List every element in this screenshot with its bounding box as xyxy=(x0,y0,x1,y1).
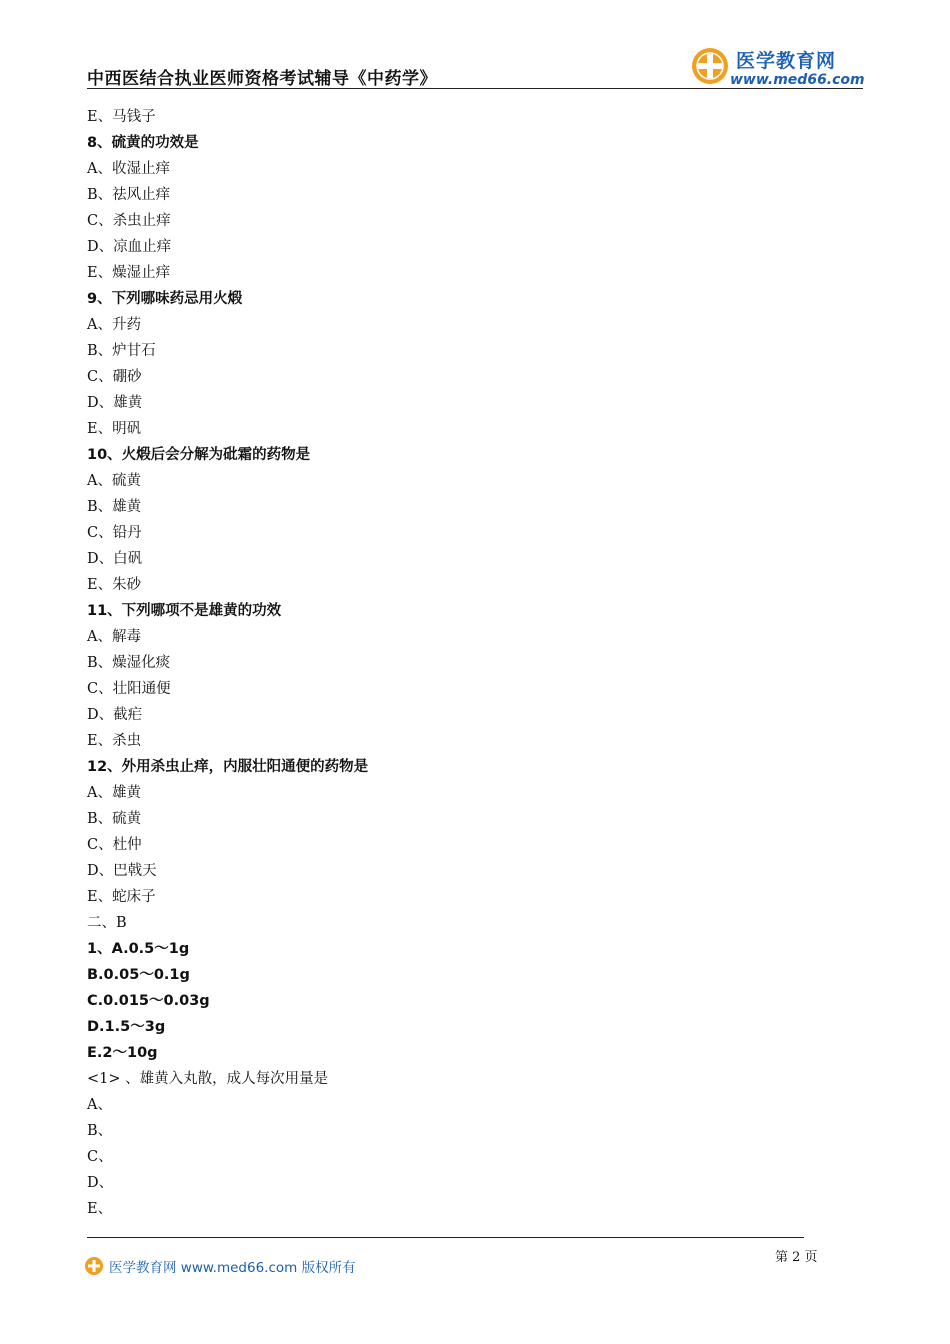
option-line: E、明矾 xyxy=(87,421,142,437)
question-line: D.1.5～3g xyxy=(87,1019,166,1035)
footer-copyright: 医学教育网 www.med66.com 版权所有 xyxy=(109,1260,356,1276)
option-line: D、白矾 xyxy=(87,551,143,567)
option-line: C、杜仲 xyxy=(87,837,142,853)
option-line: A、 xyxy=(87,1097,112,1113)
question-line: 10、火煅后会分解为砒霜的药物是 xyxy=(87,447,311,463)
option-line: B、燥湿化痰 xyxy=(87,655,171,671)
option-line: A、雄黄 xyxy=(87,785,141,801)
option-line: C、 xyxy=(87,1149,113,1165)
option-line: B、炉甘石 xyxy=(87,343,156,359)
option-line: A、硫黄 xyxy=(87,473,141,489)
option-line: 二、B xyxy=(87,915,127,931)
logo-name: 医学教育网 xyxy=(736,50,837,72)
question-line: B.0.05～0.1g xyxy=(87,967,190,983)
question-line: 9、下列哪味药忌用火煅 xyxy=(87,291,243,307)
option-line: C、杀虫止痒 xyxy=(87,213,171,229)
header-divider xyxy=(87,88,863,89)
option-line: E、朱砂 xyxy=(87,577,142,593)
option-line: D、雄黄 xyxy=(87,395,143,411)
option-line: E、燥湿止痒 xyxy=(87,265,171,281)
document-body xyxy=(87,104,847,1222)
footer-divider xyxy=(87,1237,804,1238)
option-line: B、硫黄 xyxy=(87,811,142,827)
option-line: D、截疟 xyxy=(87,707,143,723)
question-line: 12、外用杀虫止痒，内服壮阳通便的药物是 xyxy=(87,759,369,775)
option-line: D、 xyxy=(87,1175,114,1191)
site-logo[interactable] xyxy=(690,44,865,90)
option-line: C、壮阳通便 xyxy=(87,681,171,697)
option-line: A、收湿止痒 xyxy=(87,161,170,177)
option-line: B、 xyxy=(87,1123,113,1139)
option-line: C、铅丹 xyxy=(87,525,142,541)
question-line: 8、硫黄的功效是 xyxy=(87,135,199,151)
question-line: C.0.015～0.03g xyxy=(87,993,210,1009)
option-line: B、祛风止痒 xyxy=(87,187,171,203)
option-line: E、蛇床子 xyxy=(87,889,156,905)
logo-url: www.med66.com xyxy=(730,72,865,88)
option-line: A、解毒 xyxy=(87,629,141,645)
option-line: E、马钱子 xyxy=(87,109,156,125)
medical-cross-footer-icon xyxy=(85,1257,103,1275)
option-line: E、 xyxy=(87,1201,113,1217)
page-number: 第 2 页 xyxy=(775,1250,818,1265)
option-line: A、升药 xyxy=(87,317,141,333)
medical-cross-logo-icon xyxy=(692,48,728,84)
option-line: D、巴戟天 xyxy=(87,863,157,879)
question-line: 1、A.0.5～1g xyxy=(87,941,190,957)
question-line: E.2～10g xyxy=(87,1045,158,1061)
option-line: C、硼砂 xyxy=(87,369,142,385)
question-line: 11、下列哪项不是雄黄的功效 xyxy=(87,603,282,619)
option-line: <1> 、雄黄入丸散，成人每次用量是 xyxy=(87,1071,329,1087)
document-title: 中西医结合执业医师资格考试辅导《中药学》 xyxy=(87,69,437,89)
option-line: D、凉血止痒 xyxy=(87,239,172,255)
option-line: E、杀虫 xyxy=(87,733,142,749)
option-line: B、雄黄 xyxy=(87,499,142,515)
